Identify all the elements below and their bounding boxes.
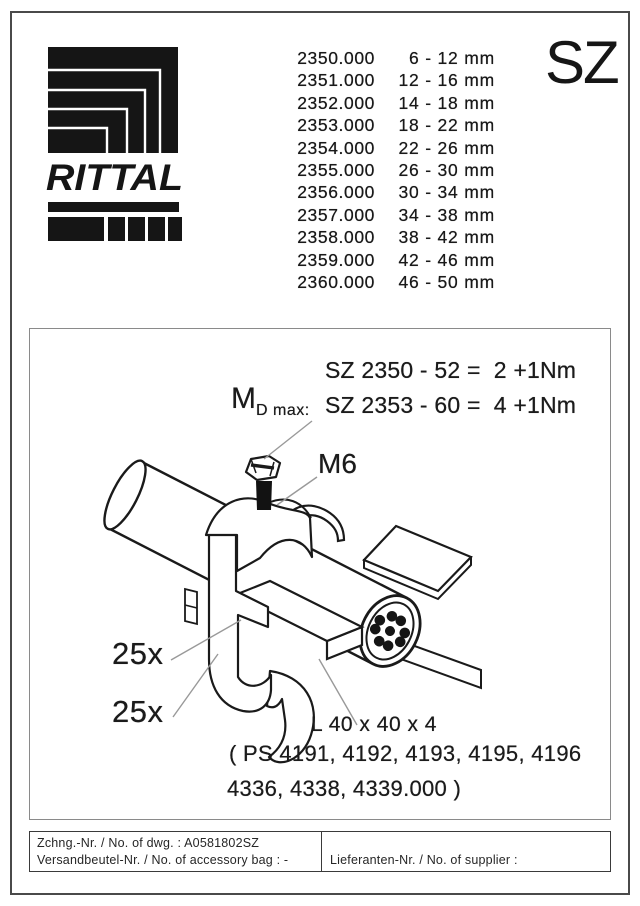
clamp-range: 38 - 42 mm [398,227,495,248]
torque-value-line: SZ 2353 - 60 = 4 +1Nm [325,392,577,418]
leader-m6 [277,477,317,505]
supplier-number: Lieferanten-Nr. / No. of supplier : [330,853,518,867]
clamp-range: 30 - 34 mm [398,182,495,203]
part-row [285,204,495,226]
article-number: 2355.000 [297,160,375,181]
article-number: 2358.000 [297,227,375,248]
torque-label [231,382,310,420]
clamp-range: 22 - 26 mm [398,137,495,158]
article-number: 2352.000 [297,92,375,113]
logo-bar [48,202,179,212]
torque-label-main: M [231,382,256,415]
quantity-label: 25x [112,636,164,671]
article-number: 2351.000 [297,70,375,91]
logo-segment-bar [48,217,182,241]
footer-table [29,831,611,872]
accessory-bag-number: Versandbeutel-Nr. / No. of accessory bag : - [37,853,289,867]
clamp-range: 14 - 18 mm [398,92,495,113]
footer-divider [321,832,322,871]
clamp-range: 26 - 30 mm [398,160,495,181]
part-row [285,114,495,136]
part-row [285,137,495,159]
clamp-range: 12 - 16 mm [398,70,495,91]
clamp-range: 42 - 46 mm [398,249,495,270]
part-row [285,181,495,203]
product-code: SZ [545,29,618,96]
compatibility-note: 4336, 4338, 4339.000 ) [227,776,462,801]
part-row [285,249,495,271]
bolt-size-label: M6 [318,448,357,479]
article-number: 2357.000 [297,204,375,225]
part-row [285,226,495,248]
leader-qty2 [173,654,218,717]
brand-wordmark: RITTAL [46,157,183,198]
logo-square [48,47,178,153]
part-row [285,271,495,293]
rittal-logo [45,33,183,250]
rittal-logo-graphic [45,33,183,245]
part-row [285,159,495,181]
quantity-label: 25x [112,694,164,729]
part-row [285,92,495,114]
part-row [285,69,495,91]
part-table [285,47,495,293]
bolt-shank [256,481,272,510]
drawing-number: Zchng.-Nr. / No. of dwg. : A0581802SZ [37,836,260,850]
article-number: 2359.000 [297,249,375,270]
torque-label-sub: D max: [256,402,310,419]
clamp-range: 18 - 22 mm [398,115,495,136]
torque-value-line: SZ 2350 - 52 = 2 +1Nm [325,357,577,383]
clamp-range: 34 - 38 mm [398,204,495,225]
article-number: 2360.000 [297,272,375,293]
clamp-range: 6 - 12 mm [409,48,495,68]
article-number: 2354.000 [297,137,375,158]
leader-torque [264,421,312,459]
profile-size-label: L 40 x 40 x 4 [311,713,437,736]
clamp-range: 46 - 50 mm [398,272,495,293]
compatibility-note: ( PS 4191, 4192, 4193, 4195, 4196 [229,741,582,766]
part-row [285,47,495,69]
article-number: 2353.000 [297,115,375,136]
article-number: 2356.000 [297,182,375,203]
article-number: 2350.000 [297,48,375,68]
